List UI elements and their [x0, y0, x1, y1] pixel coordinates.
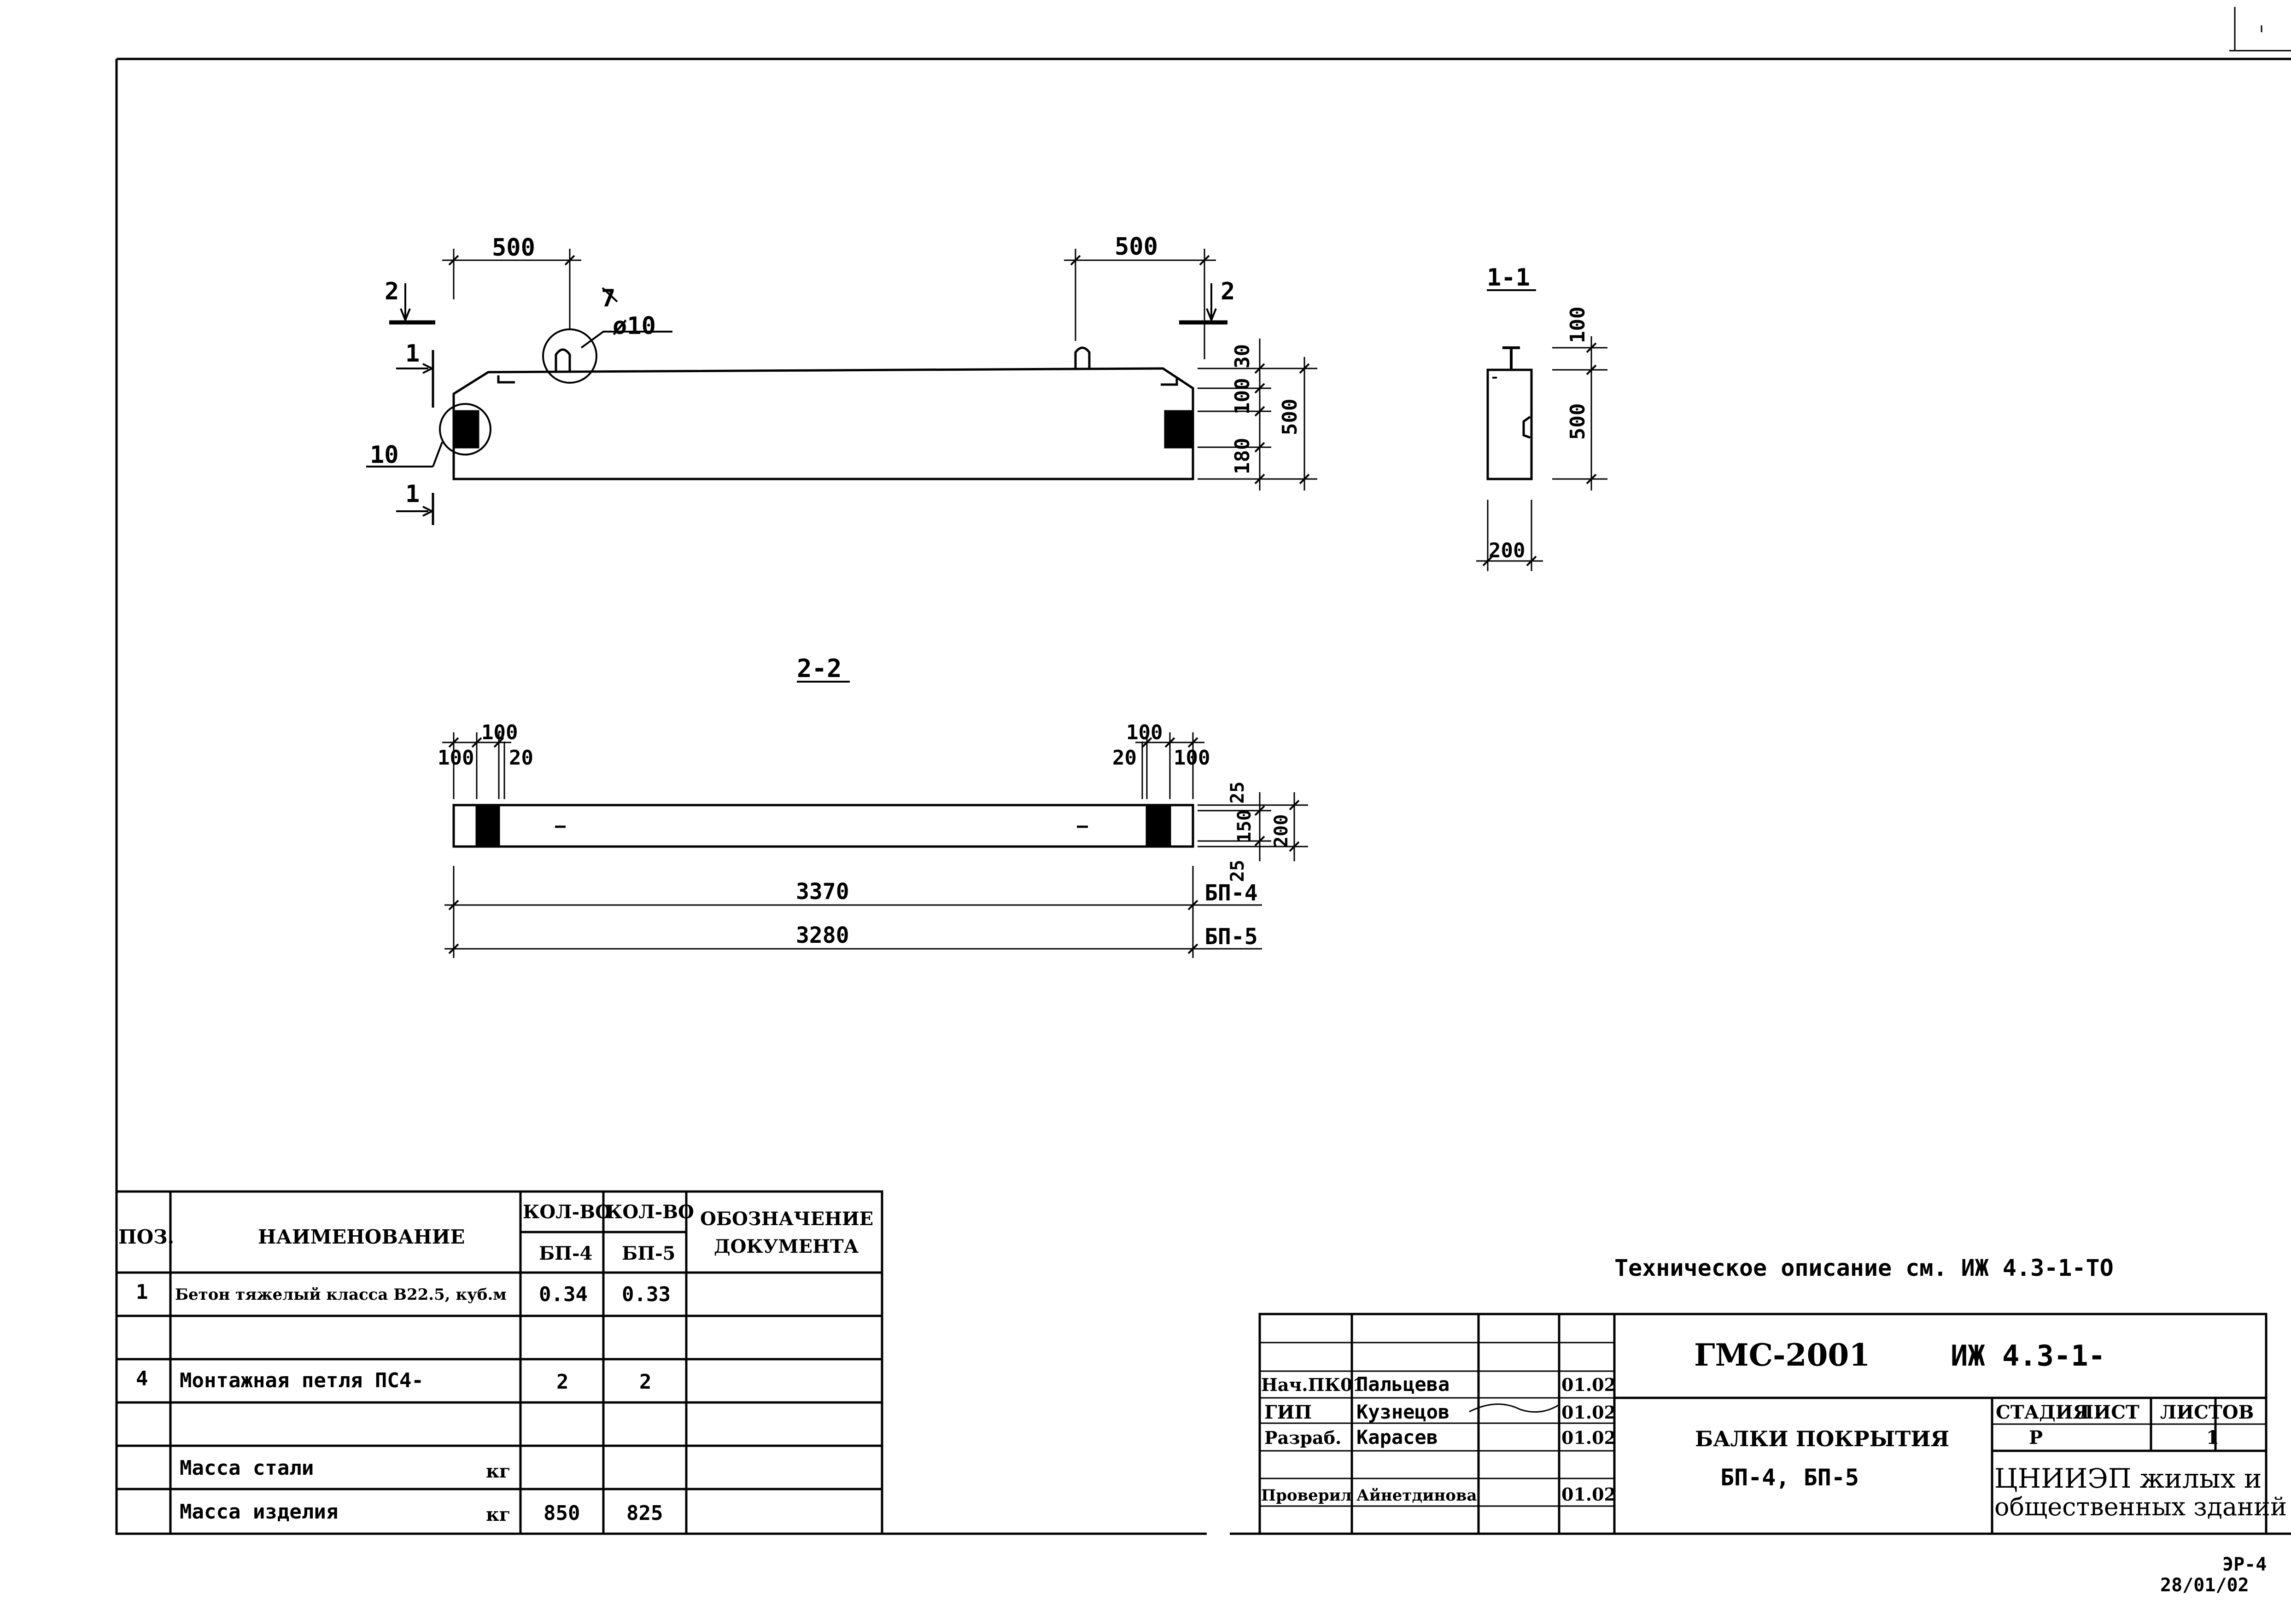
- org-line-2: общественных зданий: [1994, 1492, 2287, 1521]
- dim-500-height: 500: [1278, 398, 1302, 435]
- sig-role-3: Разраб.: [1264, 1427, 1342, 1448]
- drawing-title-2: БП-4, БП-5: [1720, 1464, 1859, 1491]
- cut-2-right: 2: [1221, 278, 1235, 305]
- spec-row-5-name: Масса стали: [180, 1456, 314, 1480]
- sheets-label: ЛИСТОВ: [2160, 1402, 2254, 1423]
- section-1-1: [1476, 336, 1607, 571]
- plan-plate-right: [1147, 807, 1170, 844]
- tag-bp4: БП-4: [1204, 880, 1258, 906]
- dim-right-100-top: 100: [1126, 721, 1163, 744]
- cut-1-bottom: 1: [405, 480, 420, 508]
- dim-500-left: 500: [492, 234, 535, 262]
- tag-bp5: БП-5: [1204, 924, 1258, 950]
- org-line-1: ЦНИИЭП жилых и: [1994, 1463, 2262, 1494]
- dim-200: 200: [1271, 814, 1292, 847]
- spec-header-qty-2: КОЛ-ВО: [606, 1201, 694, 1223]
- title-block-text: [1261, 1337, 2287, 1521]
- leader-10: 10: [370, 441, 399, 469]
- dim-left-100: 100: [438, 746, 474, 770]
- sig-name-5: Айнетдинова: [1356, 1486, 1477, 1505]
- dim-left-20: 20: [509, 746, 533, 770]
- sig-date-5: 01.02: [1561, 1484, 1616, 1505]
- spec-row-5-unit: кг: [486, 1460, 511, 1482]
- section-2-2-title: 2-2: [797, 654, 842, 683]
- spec-header-pos: ПОЗ.: [118, 1226, 175, 1248]
- length-3280: 3280: [796, 923, 849, 948]
- sheet-value: 1: [2206, 1427, 2219, 1449]
- dim-180: 180: [1231, 438, 1254, 474]
- sig-role-5: Проверил: [1261, 1486, 1352, 1505]
- spec-row-6-name: Масса изделия: [180, 1500, 339, 1524]
- sig-date-3: 01.02: [1561, 1427, 1616, 1448]
- dim-30: 30: [1231, 344, 1254, 368]
- cut-2-left: 2: [385, 278, 399, 305]
- beam-elevation: [366, 249, 1317, 525]
- spec-row-6-unit: кг: [486, 1504, 511, 1525]
- dim-left-100-top: 100: [481, 721, 518, 744]
- doc-code: ИЖ 4.3-1-: [1951, 1339, 2105, 1373]
- dim-25-bottom: 25: [1227, 859, 1248, 882]
- corner-sheet-no: ЭР-4: [2222, 1554, 2267, 1575]
- sheet-frame: [117, 7, 2291, 1534]
- sig-name-2: Кузнецов: [1356, 1401, 1450, 1423]
- spec-row-3-pos: 4: [136, 1367, 148, 1390]
- spec-header-doc-1: ОБОЗНАЧЕНИЕ: [700, 1208, 874, 1230]
- spec-header-qty-1: КОЛ-ВО: [523, 1201, 611, 1223]
- spec-header-doc-2: ДОКУМЕНТА: [714, 1236, 859, 1257]
- spec-row-1-q1: 0.34: [539, 1283, 588, 1306]
- lifting-loop-right: [1075, 348, 1089, 370]
- plan-plate-left: [477, 807, 499, 844]
- spec-row-3-q2: 2: [639, 1370, 652, 1394]
- beam-body: [454, 368, 1193, 479]
- spec-header-sub-2: БП-5: [622, 1243, 676, 1264]
- sig-role-2: ГИП: [1264, 1402, 1312, 1423]
- sig-date-2: 01.02: [1561, 1402, 1616, 1423]
- sheet-label: ЛИСТ: [2077, 1402, 2139, 1423]
- spec-header-sub-1: БП-4: [539, 1243, 593, 1264]
- dim-right-20: 20: [1112, 746, 1137, 770]
- spec-table-text: [118, 1201, 873, 1525]
- embedded-plate-right: [1165, 411, 1191, 447]
- stage-value: Р: [2029, 1427, 2043, 1449]
- dim-200-width: 200: [1489, 539, 1525, 562]
- sig-name-3: Карасев: [1356, 1426, 1438, 1449]
- leader-7: 7: [601, 285, 616, 312]
- dim-100: 100: [1231, 378, 1254, 415]
- spec-row-1-q2: 0.33: [622, 1283, 671, 1306]
- cut-1-top: 1: [405, 340, 420, 368]
- sig-name-1: Пальцева: [1356, 1373, 1450, 1396]
- spec-row-1-pos: 1: [136, 1280, 148, 1304]
- corner-stamp: [2160, 1554, 2267, 1596]
- section-1-1-title: 1-1: [1487, 264, 1530, 292]
- section-1-1-labels: [1487, 264, 1590, 562]
- sig-date-1: 01.02: [1561, 1374, 1616, 1395]
- spec-header-name: НАИМЕНОВАНИЕ: [258, 1226, 465, 1248]
- signature-scribble: [1469, 1404, 1559, 1412]
- section-1-1-body: [1488, 370, 1531, 479]
- spec-row-6-q1: 850: [544, 1501, 580, 1525]
- dim-100-loop: 100: [1566, 306, 1590, 343]
- dim-25-top: 25: [1227, 781, 1248, 804]
- sig-role-1: Нач.ПК01: [1261, 1374, 1365, 1395]
- lifting-loop-left: [556, 350, 570, 371]
- spec-row-3-name: Монтажная петля ПС4-: [180, 1369, 424, 1392]
- dim-150: 150: [1234, 809, 1255, 843]
- length-3370: 3370: [796, 879, 849, 905]
- corner-date: 28/01/02: [2160, 1575, 2249, 1596]
- stage-label: СТАДИЯ: [1996, 1402, 2089, 1423]
- dim-500-right: 500: [1115, 233, 1158, 261]
- project-code: ГМС-2001: [1694, 1337, 1870, 1373]
- dim-right-100: 100: [1174, 746, 1210, 770]
- spec-row-1-name: Бетон тяжелый класса В22.5, куб.м: [175, 1285, 507, 1304]
- spec-row-6-q2: 825: [626, 1501, 663, 1525]
- drawing-title-1: БАЛКИ ПОКРЫТИЯ: [1695, 1426, 1950, 1451]
- dim-500-height-section: 500: [1566, 403, 1590, 440]
- spec-row-3-q1: 2: [556, 1370, 569, 1394]
- leader-phi10: ø10: [613, 312, 656, 340]
- tech-note: Техническое описание см. ИЖ 4.3-1-ТО: [1614, 1255, 2114, 1281]
- embedded-plate-left: [455, 411, 478, 447]
